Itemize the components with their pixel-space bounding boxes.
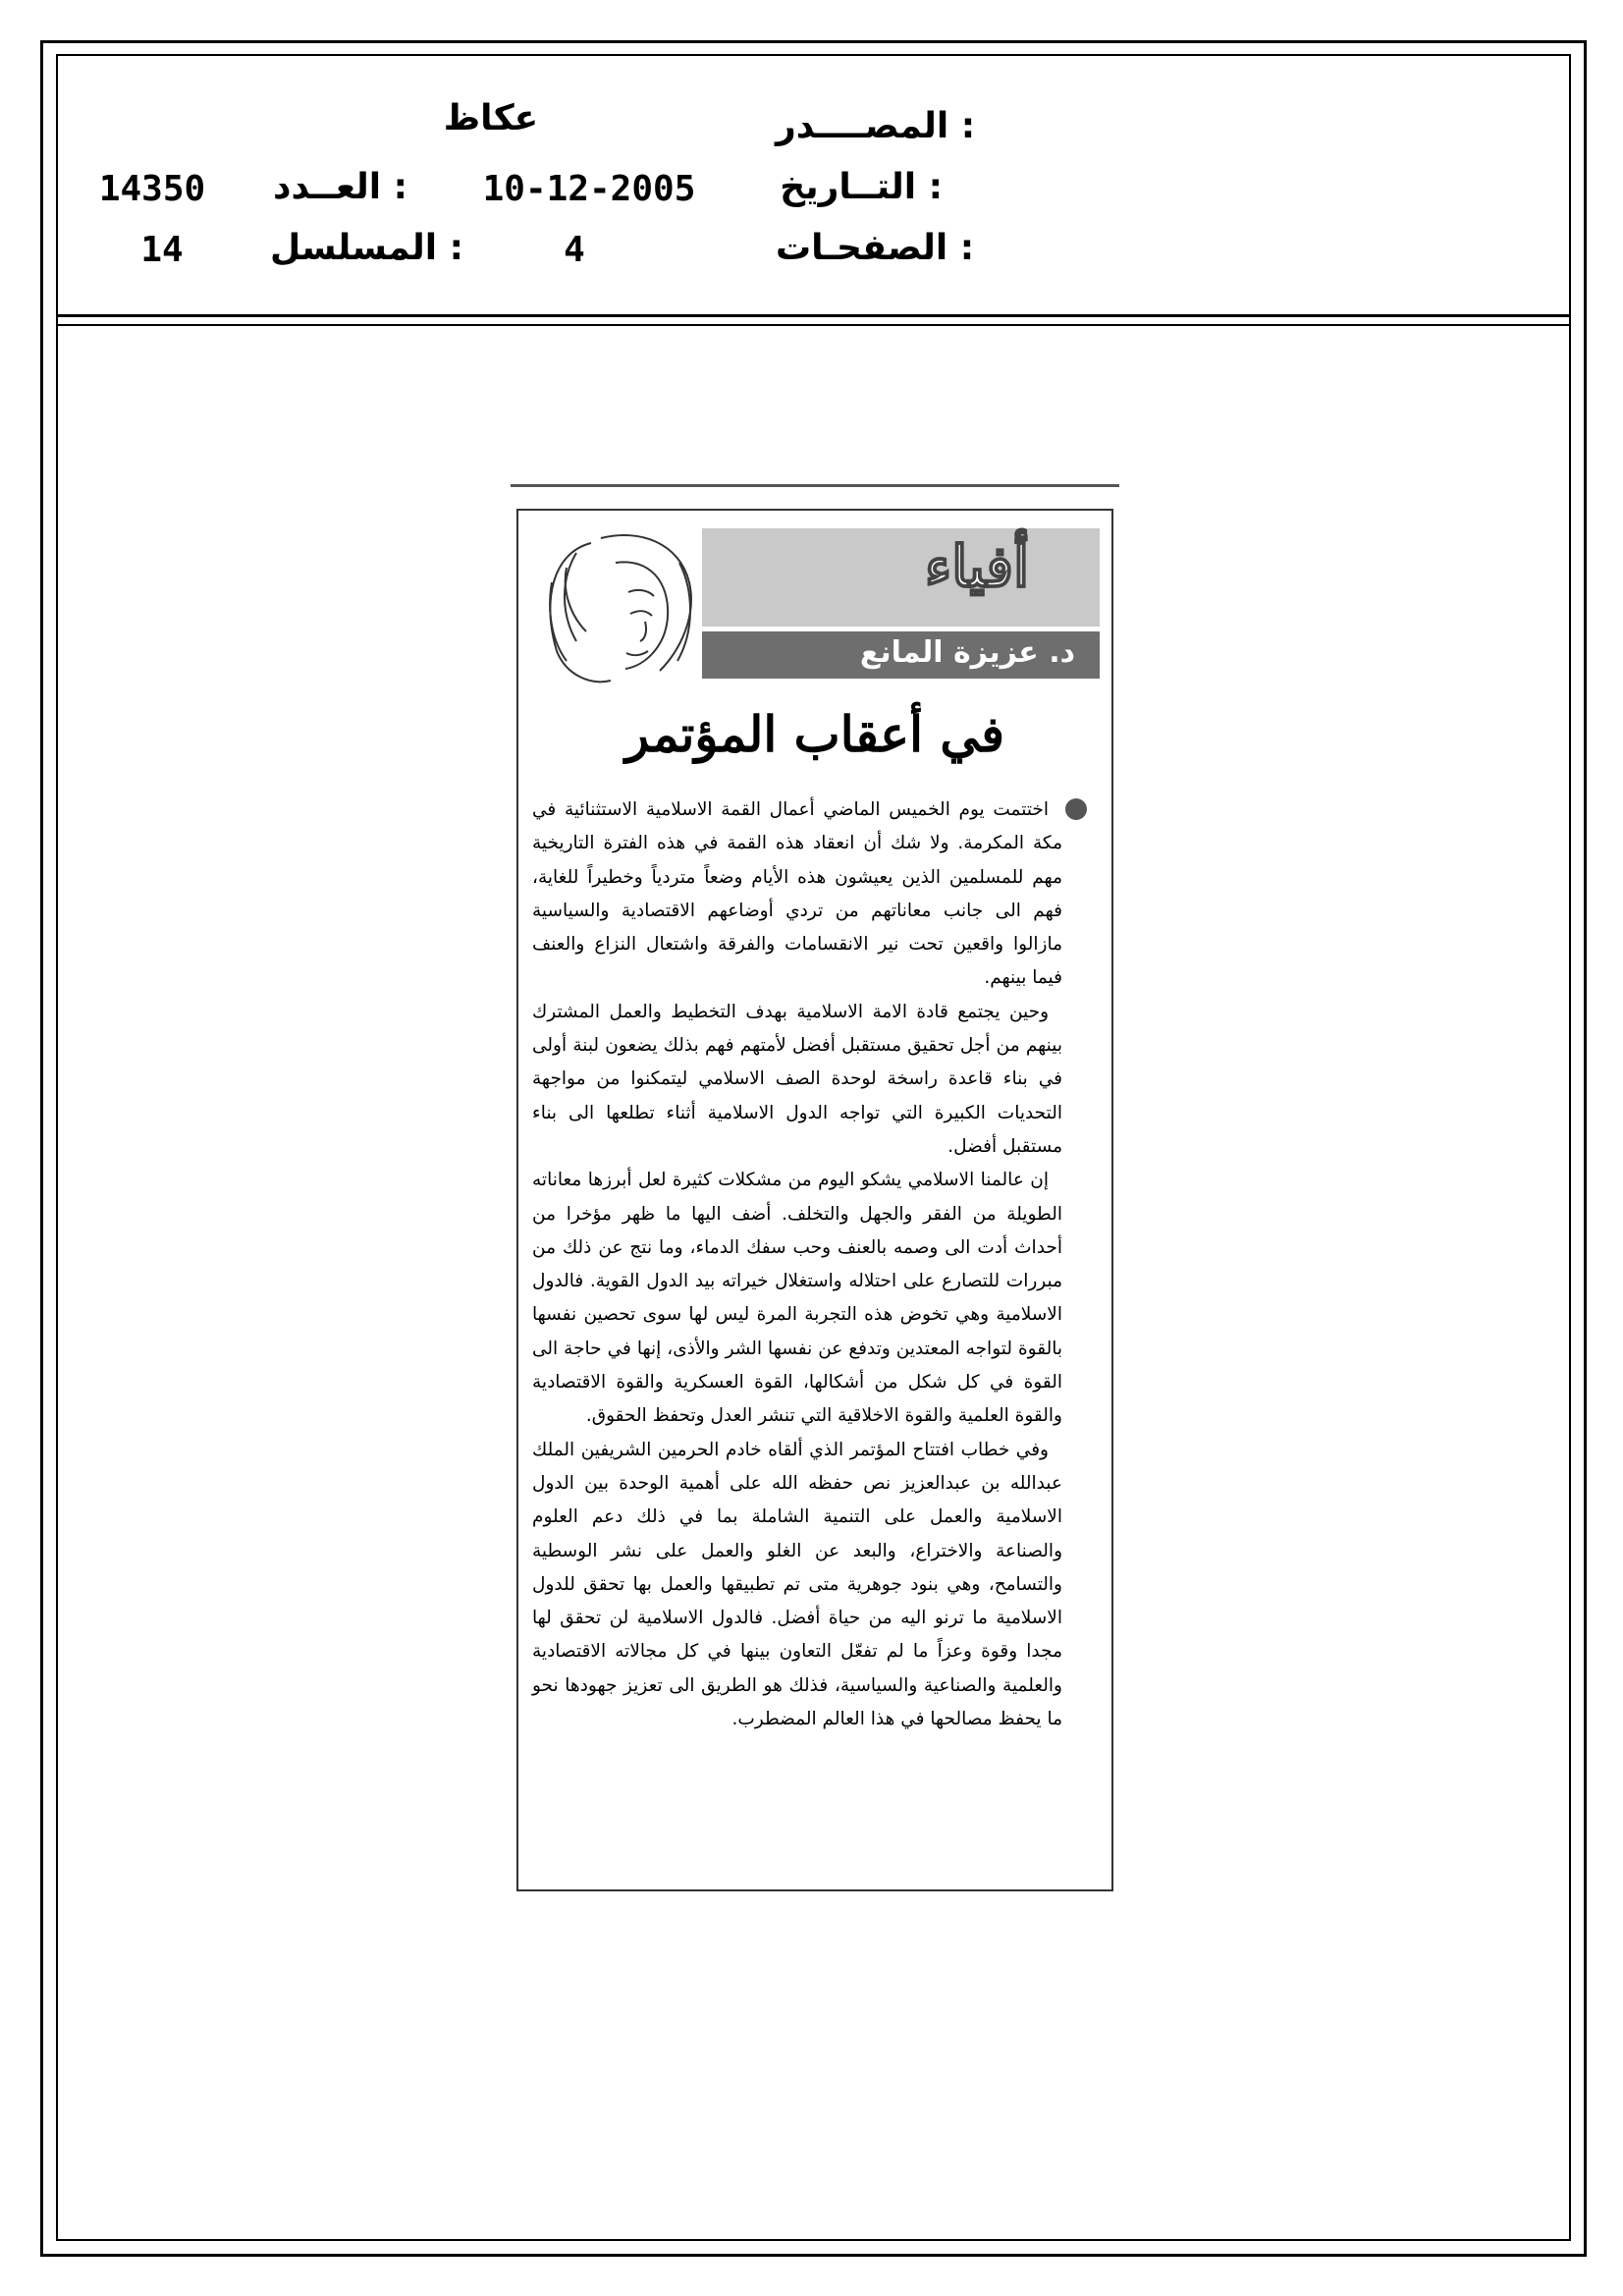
article-paragraph: إن عالمنا الاسلامي يشكو اليوم من مشكلات كثيرة لعل أبرزها معاناته الطويلة من الفقر والجهل والتخلف. أضف اليها ما ظهر مؤخرا من أحداث أدت الى وصمه بالعنف وحب سفك الدماء، وما نتج عن ذلك من مبررات للتصارع على احتلاله واستغلال خيراته بيد الدول القوية. فالدول الاسلامية وهي تخوض هذه التجربة المرة ليس لها سوى تحصين نفسها بالقوة لتواجه المعتدين وتدفع عن نفسها الشر والأذى، إنها في حاجة الى القوة في كل شكل من أشكالها، القوة العسكرية والقوة الاقتصادية والقوة العلمية والقوة الاخلاقية التي تنشر العدل وتحفظ الحقوق. — [532, 1170, 1062, 1427]
pages-value: 4 — [564, 230, 585, 270]
header-divider — [58, 314, 1569, 317]
pages-label: الصفحـات : — [776, 228, 975, 268]
article-paragraph: وفي خطاب افتتاح المؤتمر الذي ألقاه خادم الحرمين الشريفين الملك عبدالله بن عبدالعزيز نص حفظه الله على أهمية الوحدة بين الدول الاسلامية والعمل على التنمية الشاملة بما في ذلك دعم العلوم والصناعة والاختراع، والبعد عن الغلو والعمل على نشر الوسطية والتسامح، وهي بنود جوهرية متى تم تطبيقها والعمل بها تحقق للدول الاسلامية ما ترنو اليه من حياة أفضل. فالدول الاسلامية لن تحقق لها مجدا وقوة وعزاً ما لم تفعّل التعاون بينها في كل مجالاته الاقتصادية والعلمية والصناعية والسياسية، فذلك هو الطريق الى تعزيز جهودها نحو ما يحفظ مصالحها في هذا العالم المضطرب. — [532, 1439, 1062, 1730]
article-paragraph: وحين يجتمع قادة الامة الاسلامية بهدف التخطيط والعمل المشترك بينهم من أجل تحقيق مستقبل أفضل لأمتهم فهم بذلك يضعون لبنة أولى في بناء قاعدة راسخة لوحدة الصف الاسلامي ليتمكنوا من مواجهة التحديات الكبيرة التي تواجه الدول الاسلامية أثناء تطلعها الى بناء مستقبل أفضل. — [532, 1001, 1062, 1157]
issue-value: 14350 — [98, 169, 206, 209]
article-headline: في أعقاب المؤتمر — [625, 705, 1004, 763]
date-label: التــاريخ : — [780, 167, 943, 207]
date-value: 10-12-2005 — [482, 169, 696, 209]
serial-value: 14 — [140, 230, 184, 270]
source-value: عكاظ — [443, 98, 539, 138]
clipping-top-rule — [511, 484, 1119, 487]
article-body — [532, 793, 1062, 1736]
author-portrait-illustration — [532, 523, 704, 690]
author-name: د. عزيزة المانع — [859, 635, 1075, 670]
article-paragraph: اختتمت يوم الخميس الماضي أعمال القمة الاسلامية الاستثنائية في مكة المكرمة. ولا شك أن انعقاد هذه القمة في هذه الفترة التاريخية مهم للمسلمين الذين يعيشون هذه الأيام وضعاً متردياً وخطيراً للغاية، فهم الى جانب معاناتهم من تردي أوضاعهم الاقتصادية والسياسية مازالوا واقعين تحت نير الانقسامات والفرقة واشتعال النزاع والعنف فيما بينهم. — [532, 799, 1062, 989]
source-label: المصــــدر : — [776, 106, 976, 146]
serial-label: المسلسل : — [270, 228, 464, 268]
header-divider-inner — [58, 324, 1569, 326]
paragraph-bullet-icon — [1065, 798, 1087, 820]
issue-label: العــدد : — [273, 167, 407, 207]
newspaper-clipping — [511, 484, 1119, 1894]
column-title: أفياء — [924, 533, 1030, 600]
